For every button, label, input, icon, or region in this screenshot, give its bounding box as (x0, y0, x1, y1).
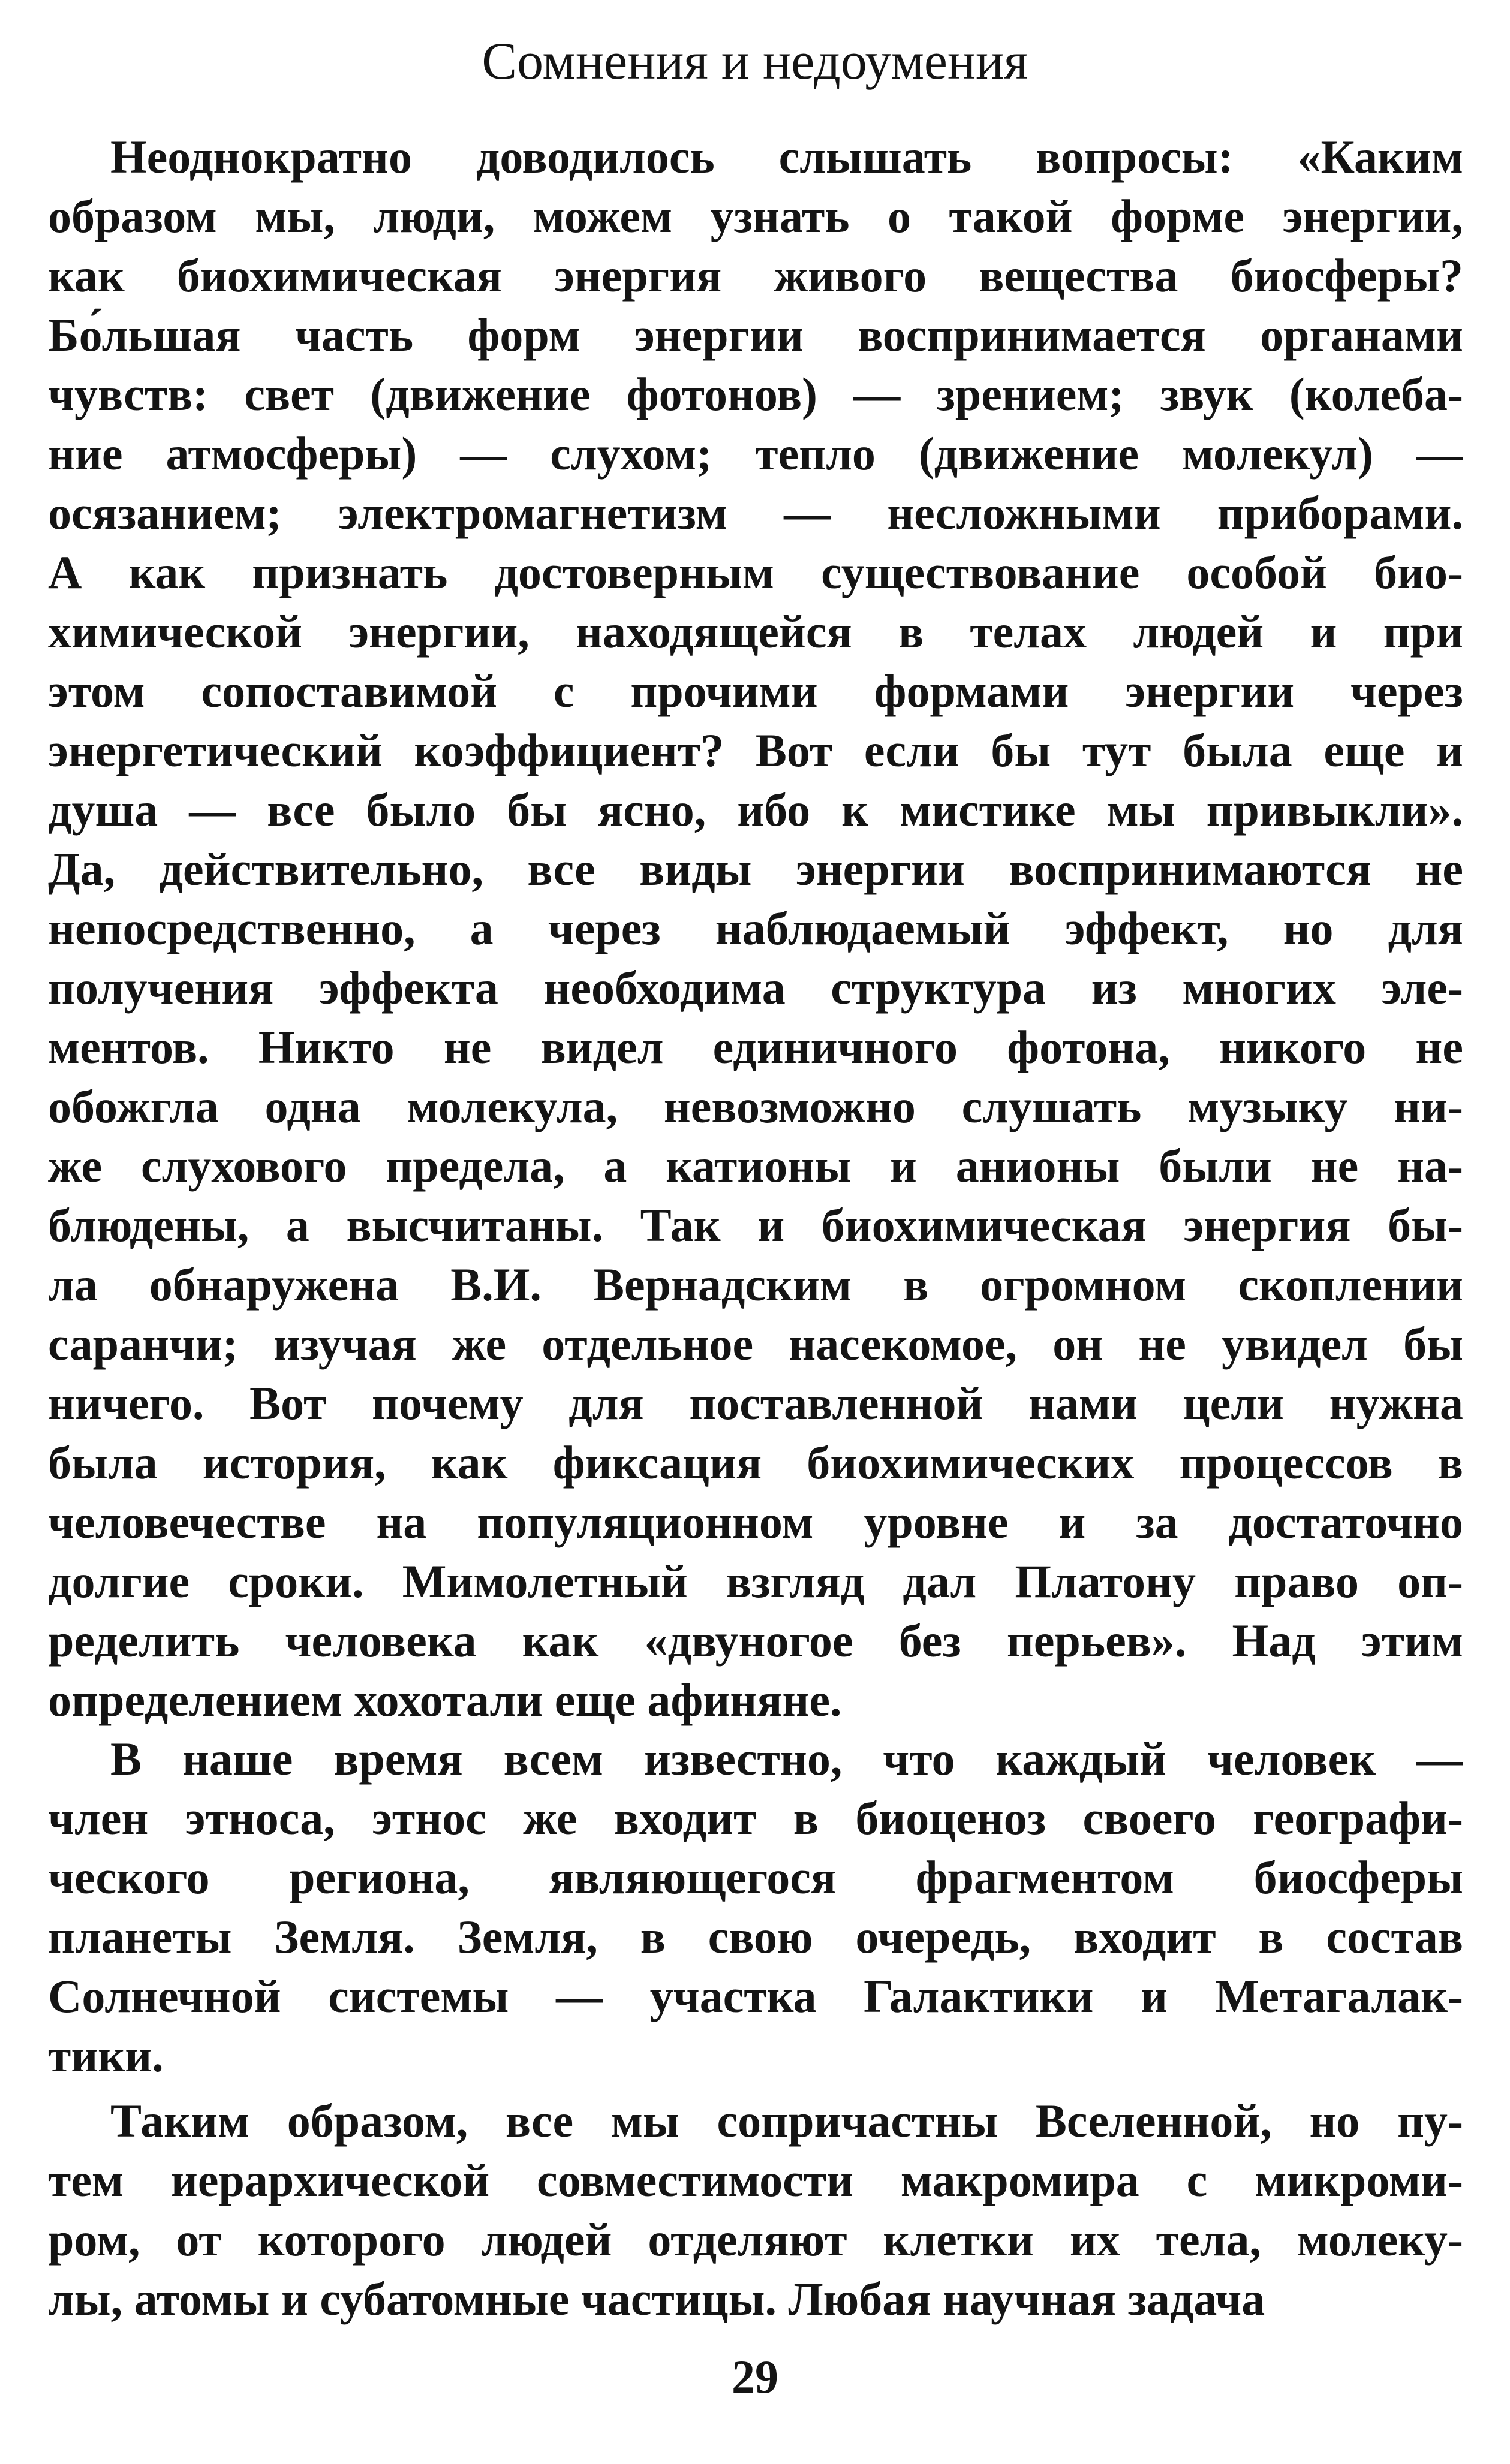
text-line: ром, от которого людей отделяют клетки их тела, молеку- (48, 2213, 1463, 2266)
text-line: член этноса, этнос же входит в биоценоз своего географи- (48, 1792, 1463, 1844)
text-line: ла обнаружена В.И. Вернадским в огромном скоплении (48, 1258, 1463, 1311)
text-line: душа — все было бы ясно, ибо к мистике мы привыкли». (48, 784, 1463, 836)
text-line: А как признать достоверным существование особой био- (48, 546, 1463, 598)
text-line: осязанием; электромагнетизм — несложными приборами. (48, 487, 1463, 539)
text-line: тем иерархической совместимости макромира с микроми- (48, 2154, 1463, 2206)
text-line: же слухового предела, а катионы и анионы были не на- (48, 1140, 1463, 1192)
text-line: была история, как фиксация биохимических процессов в (48, 1436, 1463, 1489)
text-line: чувств: свет (движение фотонов) — зрением; звук (колеба- (48, 368, 1463, 420)
text-line: получения эффекта необходима структура из многих эле- (48, 962, 1463, 1014)
text-line: образом мы, люди, можем узнать о такой форме энергии, (48, 190, 1463, 242)
text-line: ничего. Вот почему для поставленной нами цели нужна (48, 1377, 1463, 1429)
text-line: этом сопоставимой с прочими формами энергии через (48, 665, 1463, 717)
text-line: ределить человека как «двуногое без перьев». Над этим (48, 1614, 1463, 1667)
text-line: как биохимическая энергия живого вещества биосферы? (48, 249, 1463, 302)
text-line: блюдены, а высчитаны. Так и биохимическая энергия бы- (48, 1199, 1463, 1251)
text-line: ческого региона, являющегося фрагментом биосферы (48, 1851, 1463, 1903)
section-heading: Сомнения и недоумения (482, 32, 1028, 91)
text-line: тики. (48, 2029, 164, 2082)
text-line: ментов. Никто не видел единичного фотона, никого не (48, 1021, 1463, 1073)
text-line: обожгла одна молекула, невозможно слушать музыку ни- (48, 1080, 1463, 1132)
text-line: определением хохотали еще афиняне. (48, 1674, 842, 1726)
text-line: энергетический коэффициент? Вот если бы тут была еще и (48, 724, 1463, 776)
paragraph-2 (48, 1729, 1463, 2085)
text-line: ние атмосферы) — слухом; тепло (движение молекул) — (48, 427, 1463, 480)
text-line: Солнечной системы — участка Галактики и Метагалак- (48, 1970, 1463, 2022)
text-line: саранчи; изучая же отдельное насекомое, он не увидел бы (48, 1318, 1463, 1370)
text-line: планеты Земля. Земля, в свою очередь, входит в состав (48, 1911, 1463, 1963)
text-line: Да, действительно, все виды энергии воспринимаются не (48, 843, 1463, 895)
paragraph-1 (48, 127, 1463, 1730)
text-line: долгие сроки. Мимолетный взгляд дал Платону право оп- (48, 1555, 1463, 1607)
text-line: Бо́льшая часть форм энергии воспринимается органами (48, 309, 1463, 361)
page-number: 29 (732, 2351, 778, 2403)
text-line: непосредственно, а через наблюдаемый эффект, но для (48, 902, 1463, 954)
text-line: лы, атомы и субатомные частицы. Любая научная задача (48, 2273, 1265, 2325)
text-line: В наше время всем известно, что каждый человек — (110, 1733, 1463, 1785)
text-line: Неоднократно доводилось слышать вопросы: «Каким (110, 131, 1463, 183)
paragraph-3 (48, 2091, 1463, 2329)
text-line: химической энергии, находящейся в телах людей и при (48, 606, 1463, 658)
text-line: Таким образом, все мы сопричастны Вселенной, но пу- (110, 2095, 1463, 2147)
text-line: человечестве на популяционном уровне и за достаточно (48, 1496, 1463, 1548)
